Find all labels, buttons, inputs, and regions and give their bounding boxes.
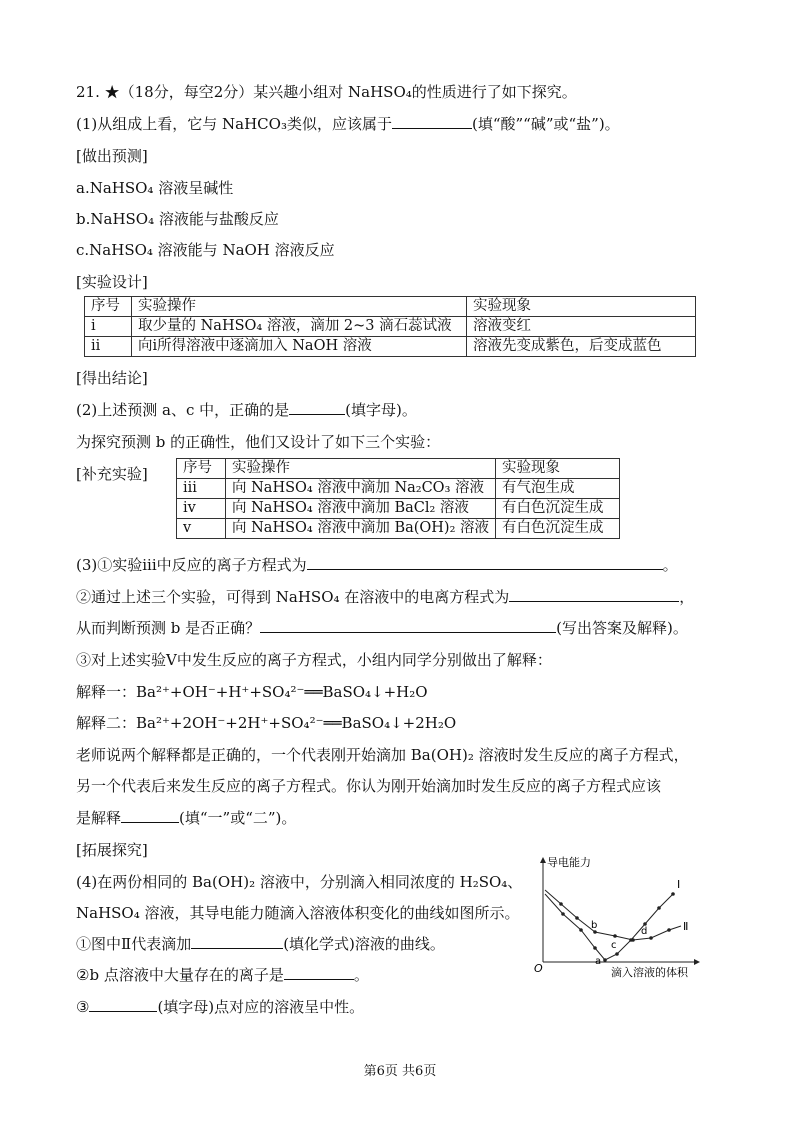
- curve-points: [559, 892, 675, 962]
- data-point: [561, 912, 565, 916]
- table-cell: 取少量的 NaHSO₄ 溶液，滴加 2~3 滴石蕊试液: [132, 317, 467, 337]
- question-4-2: [76, 965, 369, 985]
- table-cell: 向 NaHSO₄ 溶液中滴加 Ba(OH)₂ 溶液: [226, 519, 496, 539]
- table-cell: 有气泡生成: [496, 479, 620, 499]
- q3-2b-text: 从而判断预测 b 是否正确？: [76, 619, 261, 637]
- table-header-cell: 实验操作: [132, 297, 467, 317]
- table-header-cell: 实验现象: [496, 459, 620, 479]
- question-3-3: ③对上述实验V中发生反应的离子方程式，小组内同学分别做出了解释：: [76, 651, 552, 669]
- data-point: [671, 892, 675, 896]
- q3-1-text: (3)①实验iii中反应的离子方程式为: [76, 556, 307, 574]
- q1-hint: (填“酸”“碱”或“盐”)。: [471, 115, 620, 133]
- data-point: [657, 906, 661, 910]
- table-header-row: [85, 297, 696, 317]
- question-3-2b: [76, 618, 688, 638]
- question-header: 21. ★（18分，每空2分）某兴趣小组对 NaHSO₄的性质进行了如下探究。: [76, 83, 577, 101]
- q3-1-answer-blank[interactable]: [307, 555, 663, 570]
- table-cell: ii: [85, 337, 132, 357]
- q4-1-answer-blank[interactable]: [191, 934, 283, 949]
- teacher-3-hint: (填“一”或“二”)。: [179, 809, 297, 827]
- table-cell: i: [85, 317, 132, 337]
- q2-answer-blank[interactable]: [289, 400, 345, 415]
- point-label-b: b: [591, 920, 598, 931]
- question-3-2: [76, 587, 694, 607]
- prediction-b: b.NaHSO₄ 溶液能与盐酸反应: [76, 210, 279, 228]
- point-label-a: a: [595, 956, 602, 967]
- table-header-cell: 实验操作: [226, 459, 496, 479]
- curve-1: [545, 894, 673, 960]
- question-3-1: [76, 555, 678, 575]
- q4-1-text: ①图中Ⅱ代表滴加: [76, 935, 192, 953]
- data-point: [613, 934, 617, 938]
- data-point: [603, 958, 607, 962]
- conclusion-heading: [得出结论]: [76, 369, 148, 387]
- question-1: [76, 114, 620, 134]
- q4-3-hint: (填字母)点对应的溶液呈中性。: [157, 998, 365, 1016]
- q4-3-text: ③: [76, 998, 90, 1016]
- q3-3-answer-blank[interactable]: [121, 808, 179, 823]
- curve-2-label: Ⅱ: [683, 920, 689, 933]
- table-header-cell: 实验现象: [467, 297, 696, 317]
- curve-2: [545, 890, 681, 940]
- question-4-3: [76, 997, 364, 1017]
- table-row: [85, 337, 696, 357]
- table-cell: 向 NaHSO₄ 溶液中滴加 Na₂CO₃ 溶液: [226, 479, 496, 499]
- question-4-line-1: (4)在两份相同的 Ba(OH)₂ 溶液中，分别滴入相同浓度的 H₂SO₄、: [76, 873, 523, 891]
- q4-2-answer-blank[interactable]: [284, 965, 354, 980]
- q3-2-answer-blank[interactable]: [509, 587, 679, 602]
- q3-2b-hint: (写出答案及解释)。: [556, 619, 688, 637]
- question-4-line-2: NaHSO₄ 溶液，其导电能力随滴入溶液体积变化的曲线如图所示。: [76, 904, 520, 922]
- explanation-1: 解释一：Ba²⁺+OH⁻+H⁺+SO₄²⁻══BaSO₄↓+H₂O: [76, 683, 428, 701]
- table-cell: 有白色沉淀生成: [496, 499, 620, 519]
- extend-heading: [拓展探究]: [76, 841, 148, 859]
- point-label-c: c: [611, 940, 617, 951]
- table-cell: 向 NaHSO₄ 溶液中滴加 BaCl₂ 溶液: [226, 499, 496, 519]
- q3-1-end: 。: [662, 556, 678, 574]
- point-label-d: d: [641, 926, 648, 937]
- q3-2-end: ，: [679, 588, 695, 606]
- table-cell: 向i所得溶液中逐滴加入 NaOH 溶液: [132, 337, 467, 357]
- data-point: [579, 928, 583, 932]
- q4-2-text: ②b 点溶液中大量存在的离子是: [76, 966, 284, 984]
- page-footer: 第6页 共6页: [363, 1064, 437, 1079]
- supplement-heading: [补充实验]: [76, 465, 148, 483]
- q4-2-end: 。: [353, 966, 369, 984]
- q3-2-text: ②通过上述三个实验，可得到 NaHSO₄ 在溶液中的电离方程式为: [76, 588, 510, 606]
- prediction-a: a.NaHSO₄ 溶液呈碱性: [76, 179, 234, 197]
- data-point: [667, 928, 671, 932]
- table-cell: 溶液变红: [467, 317, 696, 337]
- table-header-row: [177, 459, 620, 479]
- data-point: [559, 902, 563, 906]
- experiment-table-1: [84, 296, 696, 357]
- predict-heading: [做出预测]: [76, 147, 148, 165]
- origin-label: O: [534, 962, 543, 975]
- curve-1-label: Ⅰ: [677, 878, 681, 891]
- experiment-table-2: [176, 458, 620, 539]
- table-cell: iv: [177, 499, 226, 519]
- table-row: [177, 499, 620, 519]
- teacher-line-3: [76, 808, 296, 828]
- table-row: [177, 479, 620, 499]
- data-point: [575, 916, 579, 920]
- table-cell: v: [177, 519, 226, 539]
- prediction-c: c.NaHSO₄ 溶液能与 NaOH 溶液反应: [76, 241, 335, 259]
- teacher-3-text: 是解释: [76, 809, 122, 827]
- q2-followup: 为探究预测 b 的正确性，他们又设计了如下三个实验：: [76, 433, 441, 451]
- question-4-1: [76, 934, 445, 954]
- y-axis-label: 导电能力: [547, 856, 591, 869]
- table-cell: 溶液先变成紫色，后变成蓝色: [467, 337, 696, 357]
- data-point: [649, 936, 653, 940]
- q1-text: (1)从组成上看，它与 NaHCO₃类似，应该属于: [76, 115, 392, 133]
- design-heading: [实验设计]: [76, 273, 148, 291]
- q1-answer-blank[interactable]: [392, 114, 472, 129]
- teacher-line-1: 老师说两个解释都是正确的，一个代表刚开始滴加 Ba(OH)₂ 溶液时发生反应的离子方程式，: [76, 746, 689, 764]
- q4-3-answer-blank[interactable]: [89, 997, 157, 1012]
- x-axis-label: 滴入溶液的体积: [611, 966, 688, 979]
- data-point: [593, 946, 597, 950]
- question-2: [76, 400, 417, 420]
- explanation-2: 解释二：Ba²⁺+2OH⁻+2H⁺+SO₄²⁻══BaSO₄↓+2H₂O: [76, 714, 457, 732]
- q2-text: (2)上述预测 a、c 中，正确的是: [76, 401, 290, 419]
- data-point: [615, 952, 619, 956]
- teacher-line-2: 另一个代表后来发生反应的离子方程式。你认为刚开始滴加时发生反应的离子方程式应该: [76, 777, 662, 795]
- data-point: [631, 938, 635, 942]
- table-cell: iii: [177, 479, 226, 499]
- table-cell: 有白色沉淀生成: [496, 519, 620, 539]
- q2-hint: (填字母)。: [345, 401, 417, 419]
- conductivity-graph: [533, 850, 703, 980]
- q4-1-hint: (填化学式)溶液的曲线。: [283, 935, 445, 953]
- table-row: [85, 317, 696, 337]
- q3-2b-answer-blank[interactable]: [260, 618, 556, 633]
- table-header-cell: 序号: [177, 459, 226, 479]
- table-header-cell: 序号: [85, 297, 132, 317]
- table-row: [177, 519, 620, 539]
